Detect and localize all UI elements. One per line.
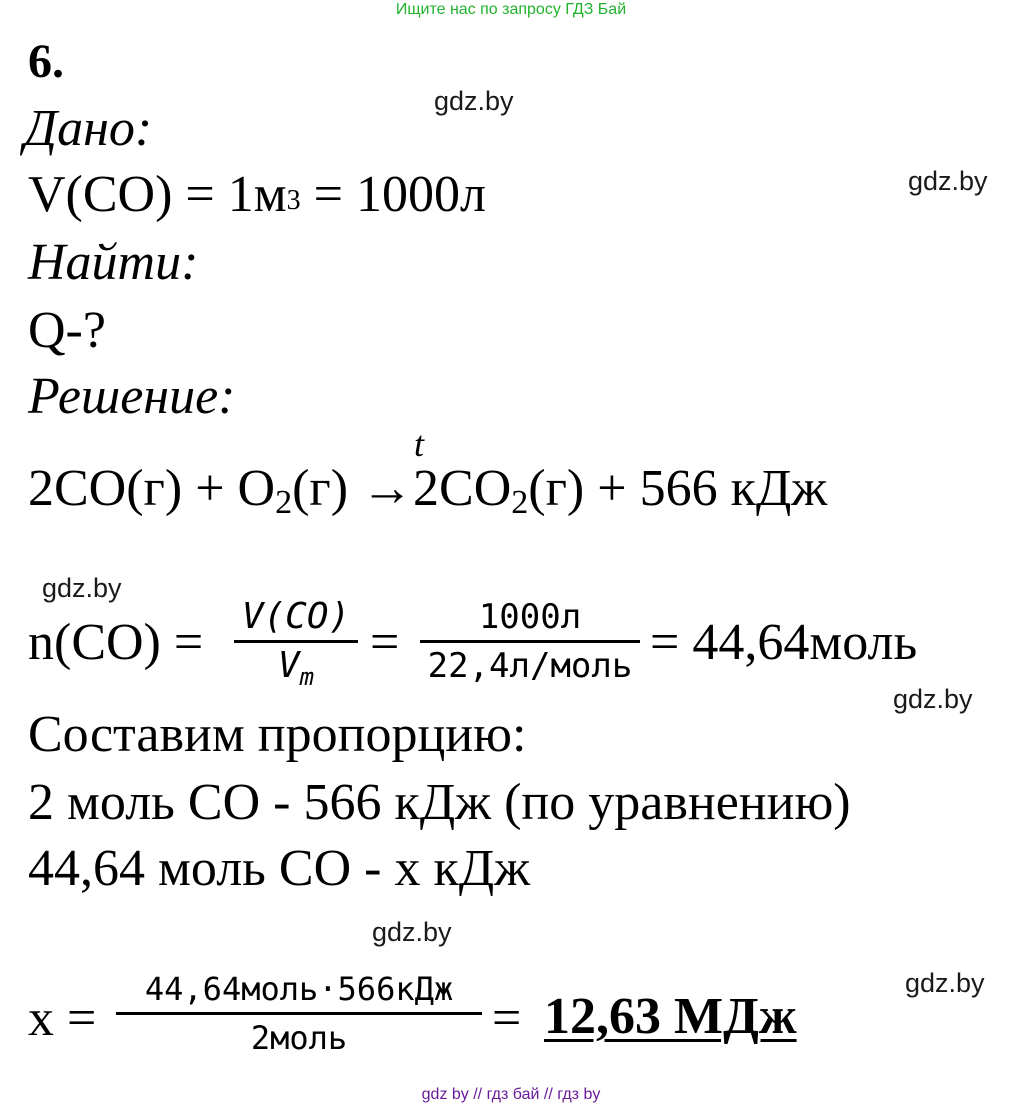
x-fraction-denominator: 2моль — [250, 1019, 348, 1057]
watermark-6: gdz.by — [905, 968, 985, 998]
x-lhs: x = — [28, 990, 97, 1047]
n-fraction-1 — [234, 594, 358, 700]
n-fraction-2-denominator: 22,4л/моль — [427, 646, 633, 686]
n-fraction-2 — [420, 594, 640, 689]
task-number: 6. — [28, 35, 64, 88]
n-fraction-1-denominator: $V_m$ — [277, 645, 315, 692]
n-fraction-1-numerator: V(CO) — [241, 596, 351, 637]
given-line: $V(CO) = 1м^3 = 1000л$ — [28, 166, 486, 223]
n-fraction-2-numerator: 1000л — [478, 597, 582, 637]
proportion-line-2: 44,64 моль CO - x кДж — [28, 840, 531, 897]
proportion-label: Составим пропорцию: — [28, 706, 527, 763]
given-label: Дано: — [24, 100, 153, 157]
n-lhs: n(CO) = — [28, 614, 204, 671]
watermark-5: gdz.by — [372, 917, 452, 947]
solution-label: Решение: — [28, 368, 236, 425]
find-label: Найти: — [28, 234, 199, 291]
proportion-line-1: 2 моль CO - 566 кДж (по уравнению) — [28, 774, 851, 831]
reaction-equation: $2CO(г) + O_2(г) \to 2CO_2(г) + 566$ кДж — [28, 460, 828, 521]
reaction-condition-t: t — [414, 424, 425, 464]
top-banner[interactable]: Ищите нас по запросу ГДЗ Бай — [395, 1, 627, 18]
n-equals: = — [370, 614, 400, 671]
x-fraction — [116, 966, 482, 1061]
x-fraction-numerator: 44,64моль·566кДж — [144, 970, 454, 1008]
watermark-3: gdz.by — [42, 573, 122, 603]
watermark-2: gdz.by — [908, 166, 988, 196]
n-result: = 44,64моль — [650, 614, 918, 671]
watermark-4: gdz.by — [893, 684, 973, 714]
footer-links[interactable]: gdz by // гдз бай // гдз by — [421, 1086, 601, 1103]
find-value: Q-? — [28, 302, 106, 359]
x-equals: = — [492, 990, 522, 1047]
watermark-1: gdz.by — [434, 86, 514, 116]
final-answer: 12,63 МДж — [544, 988, 797, 1045]
